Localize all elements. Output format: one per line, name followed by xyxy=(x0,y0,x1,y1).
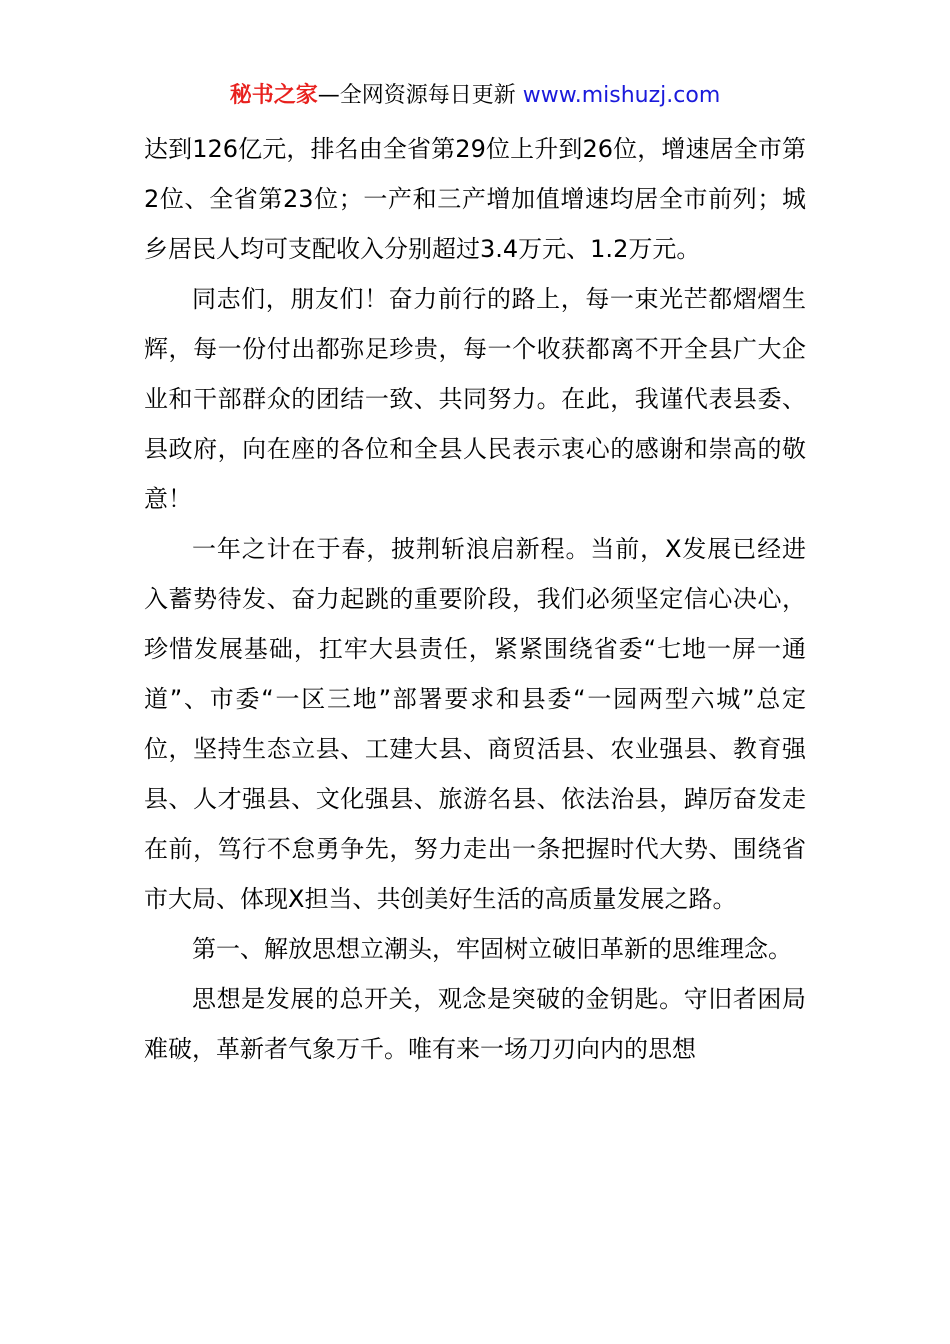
paragraph-thanks: 同志们，朋友们！奋力前行的路上，每一束光芒都熠熠生辉，每一份付出都弥足珍贵，每一个收获都离不开全县广大企业和干部群众的团结一致、共同努力。在此，我谨代表县委、县政府，向在座的各位和全县人民表示衷心的感谢和崇高的敬意！ xyxy=(144,285,806,513)
brand-name: 秘书之家 xyxy=(229,83,318,108)
website-link[interactable]: www.mishuzj.com xyxy=(522,83,721,108)
paragraph-thinking: 思想是发展的总开关，观念是突破的金钥匙。守旧者困局难破，革新者气象万千。唯有来一场刀刃向内的思想 xyxy=(144,985,806,1063)
paragraph-new-journey: 一年之计在于春，披荆斩浪启新程。当前，X发展已经进入蓄势待发、奋力起跳的重要阶段，我们必须坚定信心决心，珍惜发展基础，扛牢大县责任，紧紧围绕省委“七地一屏一通道”、市委“一区三地”部署要求和县委“一园两型六城”总定位，坚持生态立县、工建大县、商贸活县、农业强县、教育强县、人才强县、文化强县、旅游名县、依法治县，踔厉奋发走在前，笃行不怠勇争先，努力走出一条把握时代大势、围绕省市大局、体现X担当、共创美好生活的高质量发展之路。 xyxy=(144,535,806,913)
document-body xyxy=(144,124,806,1074)
header-tagline: —全网资源每日更新 xyxy=(317,83,516,108)
paragraph-continuation: 达到126亿元，排名由全省第29位上升到26位，增速居全市第2位、全省第23位；一产和三产增加值增速均居全市前列；城乡居民人均可支配收入分别超过3.4万元、1.2万元。 xyxy=(144,135,806,263)
section-heading-first: 第一、解放思想立潮头，牢固树立破旧革新的思维理念。 xyxy=(192,935,792,963)
page-header xyxy=(0,80,950,112)
